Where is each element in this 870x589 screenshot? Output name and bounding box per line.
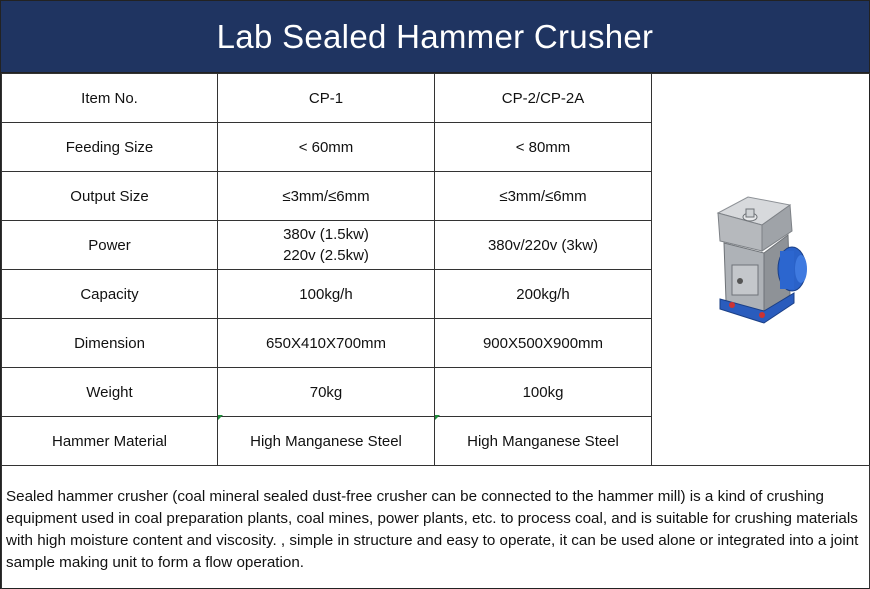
cp2-value: 100kg (435, 368, 652, 417)
cp2-value: 200kg/h (435, 270, 652, 319)
row-label: Weight (2, 368, 218, 417)
row-label: Power (2, 221, 218, 270)
product-image-cell (652, 74, 870, 466)
hammer-crusher-machine-image (706, 195, 816, 345)
row-label: Item No. (2, 74, 218, 123)
cp1-power-line-2: 220v (2.5kw) (283, 247, 369, 264)
cp1-value (218, 221, 435, 270)
cp1-value: 650X410X700mm (218, 319, 435, 368)
cp2-value: CP-2/CP-2A (435, 74, 652, 123)
row-label: Feeding Size (2, 123, 218, 172)
cp2-value: 380v/220v (3kw) (435, 221, 652, 270)
cp1-value: CP-1 (218, 74, 435, 123)
row-label: Capacity (2, 270, 218, 319)
cp2-value: < 80mm (435, 123, 652, 172)
cp1-value: 70kg (218, 368, 435, 417)
cp1-power-line-1: 380v (1.5kw) (283, 226, 369, 243)
page-title: Lab Sealed Hammer Crusher (1, 1, 869, 73)
cp2-value: High Manganese Steel (435, 417, 652, 466)
spec-table (1, 73, 870, 466)
cp1-value: ≤3mm/≤6mm (218, 172, 435, 221)
row-label: Output Size (2, 172, 218, 221)
cell-corner-mark (435, 415, 440, 420)
row-label: Hammer Material (2, 417, 218, 466)
cp1-value: 100kg/h (218, 270, 435, 319)
cp1-value: High Manganese Steel (218, 417, 435, 466)
cell-corner-mark (218, 415, 223, 420)
cp2-value: 900X500X900mm (435, 319, 652, 368)
product-description: Sealed hammer crusher (coal mineral sealed dust-free crusher can be connected to the hammer mill) is a kind of crushing equipment used in coal preparation plants, coal mines, power plants, etc. to process coal, and is suitable for crushing materials with high moisture content and viscosity. , simple in structure and easy to operate, it can be used alone or integrated into a joint sample making unit to form a flow operation. (1, 466, 870, 589)
row-label: Dimension (2, 319, 218, 368)
table-row (2, 74, 870, 123)
cp2-value: ≤3mm/≤6mm (435, 172, 652, 221)
cp1-value: < 60mm (218, 123, 435, 172)
